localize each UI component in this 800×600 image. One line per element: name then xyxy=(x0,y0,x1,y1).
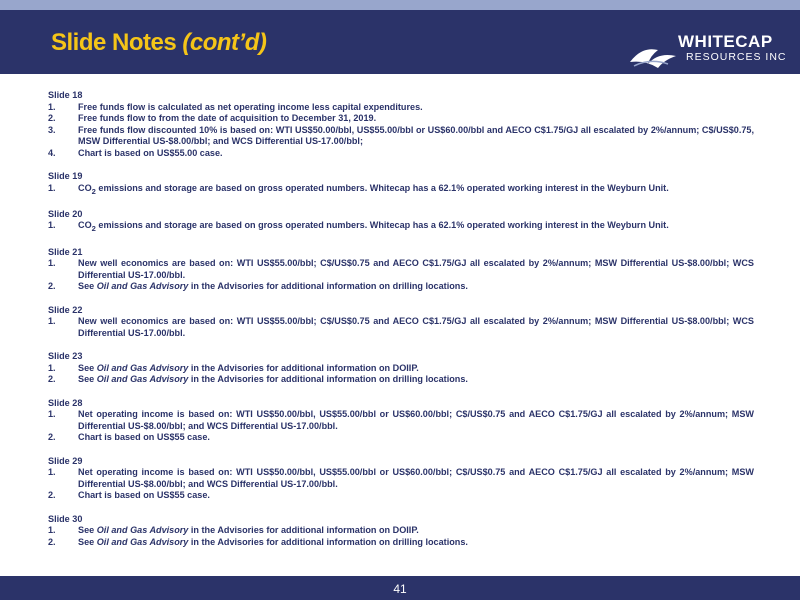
note-text-body: Free funds flow to from the date of acquisition to December 31, 2019. xyxy=(78,113,377,123)
note-number: 1. xyxy=(48,467,56,478)
note-text-body: in the Advisories for additional information on drilling locations. xyxy=(188,281,468,292)
note-number: 2. xyxy=(48,113,56,123)
note-text-body: Net operating income is based on: WTI US$50.00/bbl, US$55.00/bbl or US$60.00/bbl; C$/US$0.75 and AECO C$1.75/GJ all escalated by 2%/annum; MSW Differential US-$8.00/bbl; and WCS Differential US-17.00/bbl. xyxy=(78,467,754,489)
top-accent-band xyxy=(0,0,800,10)
note-item xyxy=(48,258,754,281)
note-text-prefix: CO xyxy=(78,182,92,193)
slide-heading: Slide 30 xyxy=(48,513,83,524)
note-text xyxy=(78,258,754,281)
note-number: 4. xyxy=(48,147,56,158)
slide-notes-block xyxy=(48,351,754,386)
slide-notes-block xyxy=(48,171,754,197)
note-item xyxy=(48,316,754,339)
note-number: 3. xyxy=(48,124,56,135)
slide-heading: Slide 21 xyxy=(48,246,83,257)
note-text-prefix: See xyxy=(78,281,97,292)
slide-notes-block xyxy=(48,247,754,293)
note-text xyxy=(78,537,754,549)
note-item xyxy=(48,183,754,197)
slide-heading: Slide 22 xyxy=(48,304,83,315)
note-text-prefix: See xyxy=(78,536,97,547)
note-text xyxy=(78,374,754,386)
note-item xyxy=(48,374,754,386)
note-text-body: in the Advisories for additional information on drilling locations. xyxy=(188,374,468,385)
note-item xyxy=(48,537,754,549)
page-title-subtitle: (cont’d) xyxy=(182,29,267,56)
slide-notes-block xyxy=(48,398,754,444)
note-text xyxy=(78,281,754,293)
slide-notes-block xyxy=(48,90,754,159)
page-title xyxy=(51,29,266,57)
note-number: 1. xyxy=(48,316,56,327)
note-number: 1. xyxy=(48,101,56,112)
note-text-body: emissions and storage are based on gross operated numbers. Whitecap has a 62.1% operated working interest in the Weyburn Unit. xyxy=(95,220,669,231)
note-item xyxy=(48,432,754,444)
slide-heading: Slide 20 xyxy=(48,208,83,219)
slide-notes-block xyxy=(48,209,754,235)
slide-header xyxy=(0,10,800,74)
slide-heading: Slide 23 xyxy=(48,351,83,362)
note-number: 1. xyxy=(48,220,56,231)
note-subscript: 2 xyxy=(91,224,96,234)
note-text xyxy=(78,125,754,148)
note-number: 2. xyxy=(48,281,56,292)
page-title-main: Slide Notes xyxy=(51,29,177,56)
note-number: 1. xyxy=(48,182,56,193)
page-number: 41 xyxy=(393,582,407,596)
note-text-prefix: See xyxy=(78,362,97,373)
note-number: 1. xyxy=(48,525,56,536)
note-text xyxy=(78,432,754,444)
slide-footer xyxy=(0,576,800,600)
note-number: 2. xyxy=(48,432,56,443)
note-item xyxy=(48,125,754,148)
note-italic-reference: Oil and Gas Advisory xyxy=(96,362,189,373)
note-item xyxy=(48,113,754,125)
note-text xyxy=(78,220,754,234)
note-item xyxy=(48,525,754,537)
note-italic-reference: Oil and Gas Advisory xyxy=(96,281,189,292)
slide-heading: Slide 19 xyxy=(48,171,83,181)
note-number: 1. xyxy=(48,258,56,269)
slide-notes-block xyxy=(48,305,754,340)
slide-heading: Slide 18 xyxy=(48,90,83,100)
slide-notes-block xyxy=(48,456,754,502)
note-item xyxy=(48,102,754,114)
company-logo xyxy=(628,20,798,76)
note-text-body: Net operating income is based on: WTI US$50.00/bbl, US$55.00/bbl or US$60.00/bbl; C$/US$0.75 and AECO C$1.75/GJ all escalated by 2%/annum; MSW Differential US-$8.00/bbl; and WCS Differential US-17.00/bbl. xyxy=(78,409,754,431)
note-text xyxy=(78,467,754,490)
logo-wordmark: WHITECAP xyxy=(678,32,773,51)
note-item xyxy=(48,281,754,293)
note-item xyxy=(48,220,754,234)
note-number: 2. xyxy=(48,490,56,501)
note-text xyxy=(78,148,754,160)
note-text-body: emissions and storage are based on gross operated numbers. Whitecap has a 62.1% operated working interest in the Weyburn Unit. xyxy=(95,182,669,193)
note-text xyxy=(78,363,754,375)
note-text-body: in the Advisories for additional information on DOIIP. xyxy=(188,525,419,536)
slide-notes-block xyxy=(48,514,754,549)
note-text xyxy=(78,183,754,197)
note-item xyxy=(48,467,754,490)
note-subscript: 2 xyxy=(91,186,96,196)
note-text-prefix: See xyxy=(78,374,97,385)
note-italic-reference: Oil and Gas Advisory xyxy=(96,536,189,547)
note-text-body: New well economics are based on: WTI US$55.00/bbl; C$/US$0.75 and AECO C$1.75/GJ all escalated by 2%/annum; MSW Differential US-$8.00/bbl; WCS Differential US-17.00/bbl. xyxy=(78,258,754,280)
logo-tagline: RESOURCES INC xyxy=(686,51,787,63)
note-italic-reference: Oil and Gas Advisory xyxy=(96,525,189,536)
notes-content xyxy=(48,90,754,560)
note-text-body: in the Advisories for additional information on DOIIP. xyxy=(188,362,419,373)
note-text-body: Free funds flow is calculated as net operating income less capital expenditures. xyxy=(78,101,423,112)
slide-heading: Slide 29 xyxy=(48,455,83,466)
note-text xyxy=(78,102,754,114)
note-number: 2. xyxy=(48,374,56,385)
note-text-body: Chart is based on US$55.00 case. xyxy=(78,147,223,158)
note-text-prefix: CO xyxy=(78,220,92,231)
note-text-body: New well economics are based on: WTI US$55.00/bbl; C$/US$0.75 and AECO C$1.75/GJ all escalated by 2%/annum; MSW Differential US-$8.00/bbl; WCS Differential US-17.00/bbl. xyxy=(78,316,754,338)
note-number: 1. xyxy=(48,409,56,420)
note-item xyxy=(48,363,754,375)
note-item xyxy=(48,409,754,432)
note-text xyxy=(78,113,754,125)
note-number: 1. xyxy=(48,362,56,373)
slide-heading: Slide 28 xyxy=(48,397,83,408)
note-item xyxy=(48,148,754,160)
note-text xyxy=(78,490,754,502)
note-text-prefix: See xyxy=(78,525,97,536)
note-text-body: in the Advisories for additional information on drilling locations. xyxy=(188,536,468,547)
note-number: 2. xyxy=(48,536,56,547)
note-text xyxy=(78,316,754,339)
note-text-body: Chart is based on US$55 case. xyxy=(78,432,210,443)
note-text-body: Free funds flow discounted 10% is based on: WTI US$50.00/bbl, US$55.00/bbl or US$60.00/bbl and AECO C$1.75/GJ all escalated by 2%/annum; C$/US$0.75, MSW Differential US-$8.00/bbl; and WCS Differential US-17.00/bbl; xyxy=(78,124,754,146)
note-text xyxy=(78,525,754,537)
note-text-body: Chart is based on US$55 case. xyxy=(78,490,210,501)
note-item xyxy=(48,490,754,502)
note-italic-reference: Oil and Gas Advisory xyxy=(96,374,189,385)
note-text xyxy=(78,409,754,432)
